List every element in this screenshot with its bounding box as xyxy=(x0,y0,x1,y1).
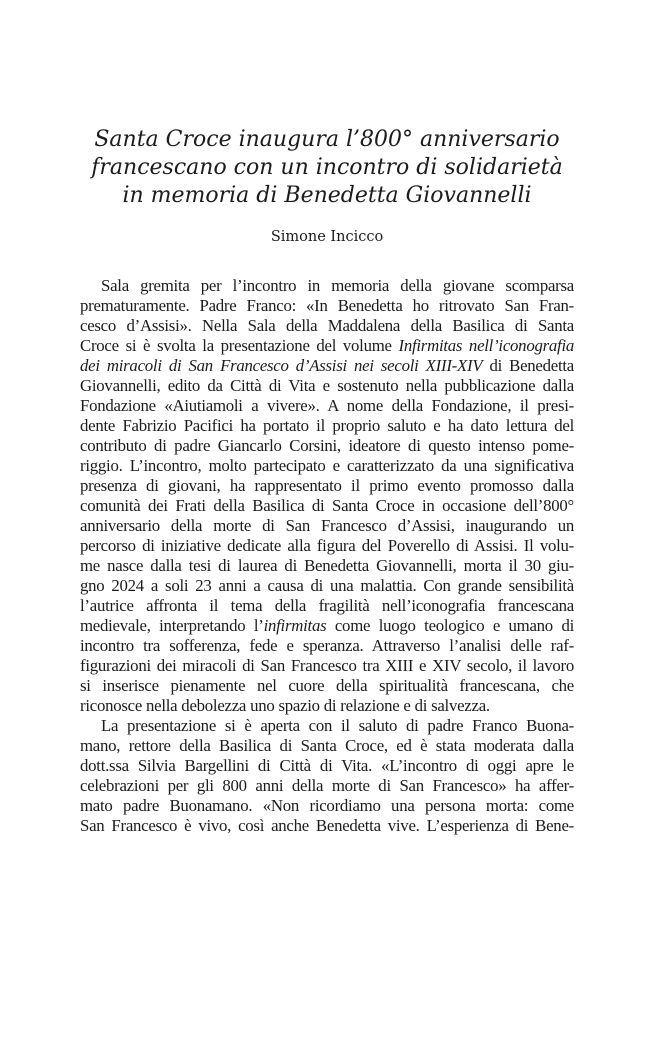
text-line: dente Fabrizio Pacifici ha portato il proprio saluto e ha dato lettura del xyxy=(80,416,574,435)
text-segment: medievale, interpretando l’ xyxy=(80,616,264,635)
title-line: Santa Croce inaugura l’800° anniversario xyxy=(94,127,560,152)
text-segment: Croce si è svolta la presentazione del volume xyxy=(80,336,399,355)
text-line: celebrazioni per gli 800 anni della morte di San Francesco» ha affer- xyxy=(80,776,574,795)
article-title xyxy=(80,126,574,210)
text-line: dott.ssa Silvia Bargellini di Città di Vita. «L’incontro di oggi apre le xyxy=(80,756,574,775)
book-title-italic: dei miracoli di San Francesco d’Assisi nei secoli XIII-XIV xyxy=(80,356,483,375)
text-line: San Francesco è vivo, così anche Benedetta vive. L’esperienza di Bene- xyxy=(80,816,574,835)
text-line: percorso di iniziative dedicate alla figura del Poverello di Assisi. Il volu- xyxy=(80,536,574,555)
text-line: comunità dei Frati della Basilica di Santa Croce in occasione dell’800° xyxy=(80,496,574,515)
text-line: Sala gremita per l’incontro in memoria della giovane scomparsa xyxy=(101,276,574,295)
text-line xyxy=(80,336,574,356)
article-author: Simone Incicco xyxy=(270,229,384,245)
text-line: mano, rettore della Basilica di Santa Croce, ed è stata moderata dalla xyxy=(80,736,574,755)
text-segment: di Benedetta xyxy=(482,356,574,375)
text-line: anniversario della morte di San Francesco d’Assisi, inaugurando un xyxy=(80,516,574,535)
text-line: gno 2024 a soli 23 anni a causa di una malattia. Con grande sensibilità xyxy=(80,576,574,595)
term-italic: infirmitas xyxy=(263,616,327,635)
text-line: cesco d’Assisi». Nella Sala della Maddalena della Basilica di Santa xyxy=(80,316,574,335)
paragraph-2 xyxy=(80,716,574,836)
title-line: in memoria di Benedetta Giovannelli xyxy=(122,183,532,208)
text-line: presenza di giovani, ha rappresentato il primo evento promosso dalla xyxy=(80,476,574,495)
text-line xyxy=(80,616,574,636)
text-line: me nasce dalla tesi di laurea di Benedetta Giovannelli, morta il 30 giu- xyxy=(80,556,574,575)
text-line: riggio. L’incontro, molto partecipato e caratterizzato da una significativa xyxy=(80,456,574,475)
text-line: figurazioni dei miracoli di San Francesco tra XIII e XIV secolo, il lavoro xyxy=(80,656,574,675)
document-page xyxy=(0,126,650,1043)
text-line: contributo di padre Giancarlo Corsini, ideatore di questo intenso pome- xyxy=(80,436,574,455)
text-line: si inserisce pienamente nel cuore della spiritualità francescana, che xyxy=(80,676,574,695)
text-line: l’autrice affronta il tema della fragilità nell’iconografia francescana xyxy=(80,596,574,615)
book-title-italic: Infirmitas nell’iconografia xyxy=(398,336,574,355)
text-segment: come luogo teologico e umano di xyxy=(326,616,574,635)
text-line xyxy=(80,356,574,376)
paragraph-1 xyxy=(80,276,574,716)
text-line: Fondazione «Aiutiamoli a vivere». A nome della Fondazione, il presi- xyxy=(80,396,574,415)
text-line: Giovannelli, edito da Città di Vita e sostenuto nella pubblicazione dalla xyxy=(80,376,574,395)
title-line: francescano con un incontro di solidarietà xyxy=(91,155,563,180)
text-line: mato padre Buonamano. «Non ricordiamo una persona morta: come xyxy=(80,796,574,815)
text-line: La presentazione si è aperta con il saluto di padre Franco Buona- xyxy=(101,716,574,735)
article-body xyxy=(80,276,574,836)
text-line: prematuramente. Padre Franco: «In Benedetta ho ritrovato San Fran- xyxy=(80,296,574,315)
text-line: incontro tra sofferenza, fede e speranza. Attraverso l’analisi delle raf- xyxy=(80,636,574,655)
text-line: riconosce nella debolezza uno spazio di relazione e di salvezza. xyxy=(80,696,490,715)
